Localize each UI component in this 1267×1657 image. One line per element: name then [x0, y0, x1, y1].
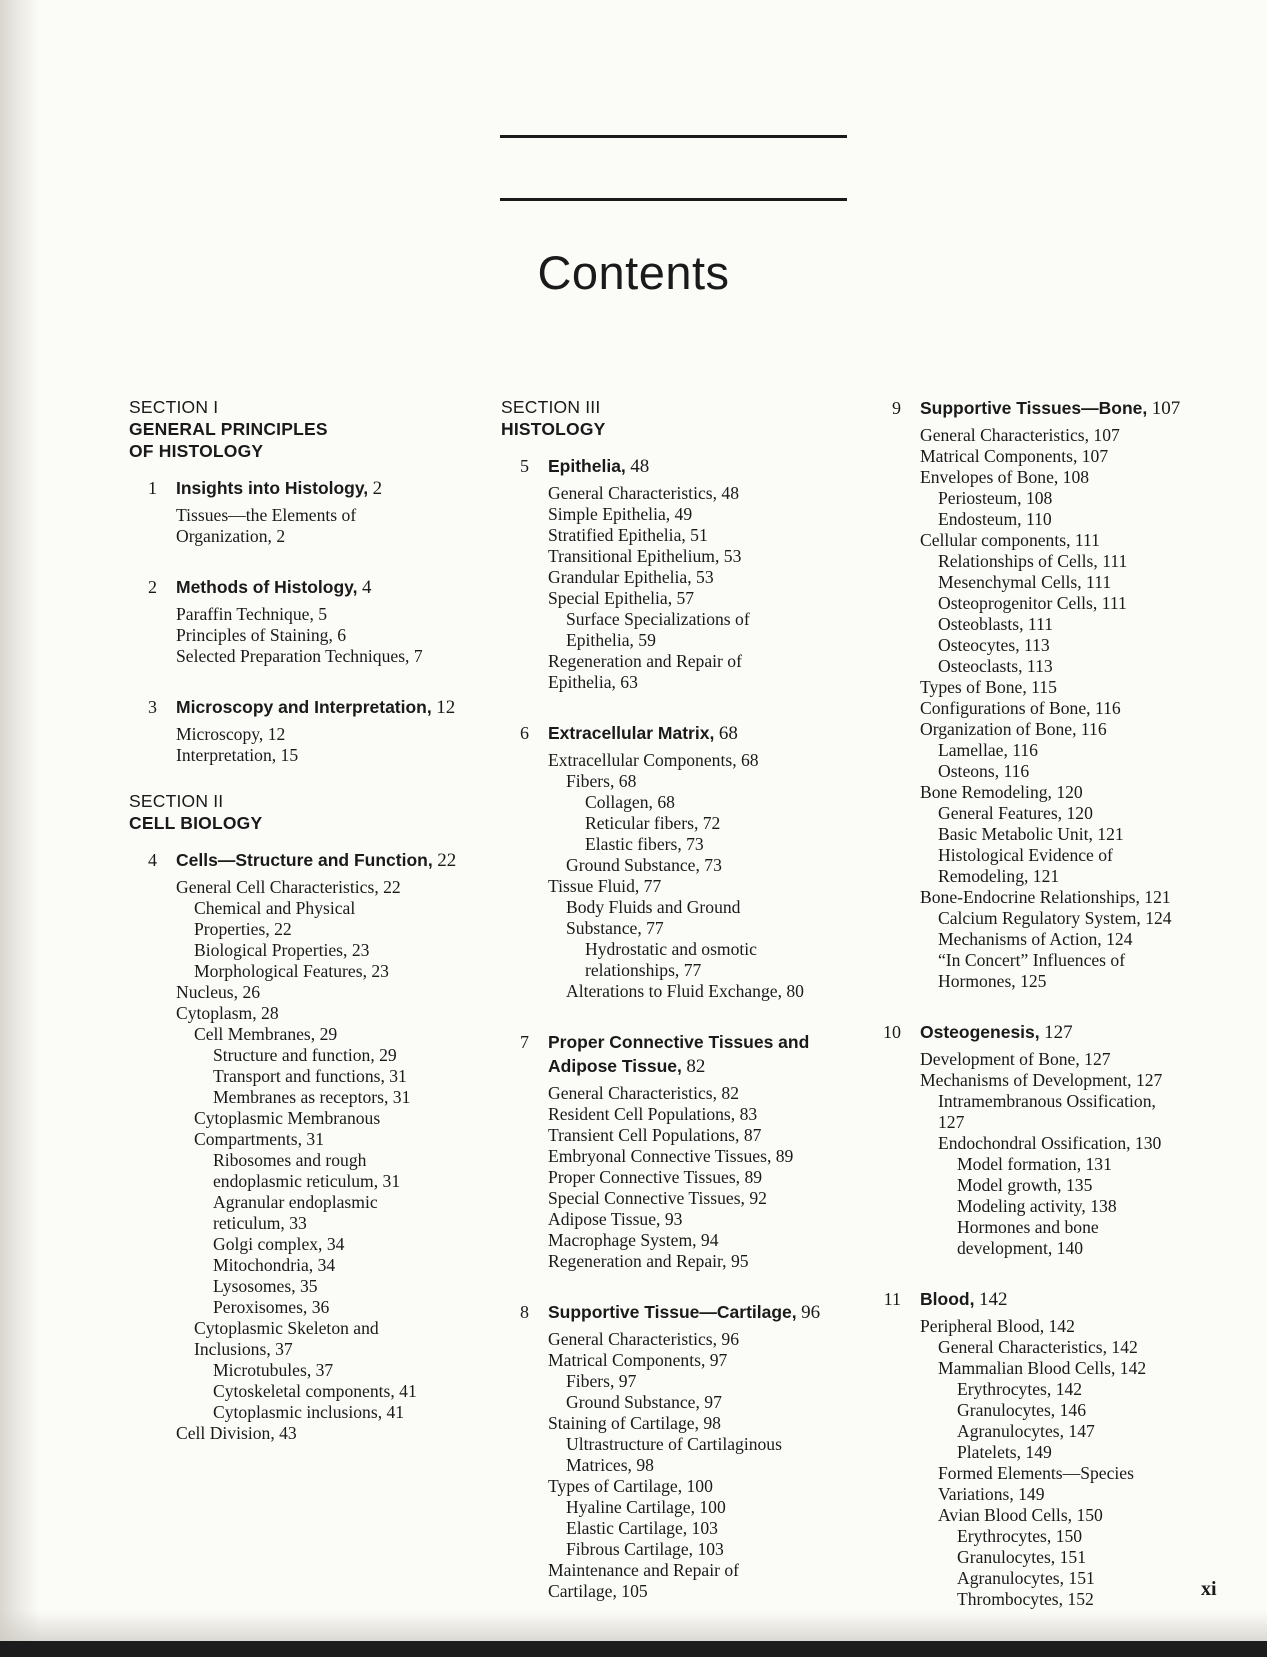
toc-entry: Types of Cartilage, 100: [548, 1476, 713, 1496]
toc-entry: Transitional Epithelium, 53: [548, 546, 742, 566]
chapter-entry: [501, 1030, 861, 1272]
toc-column-2: [501, 396, 861, 1614]
toc-entry: Staining of Cartilage, 98: [548, 1413, 721, 1433]
toc-entry: Granulocytes, 146: [957, 1400, 1086, 1420]
toc-entry: Morphological Features, 23: [194, 961, 389, 981]
toc-entry: Osteoprogenitor Cells, 111: [938, 593, 1127, 613]
toc-entry: Mitochondria, 34: [213, 1255, 336, 1275]
toc-entry: Osteons, 116: [938, 761, 1030, 781]
toc-entry: Matrical Components, 107: [920, 446, 1109, 466]
toc-entry: Development of Bone, 127: [920, 1049, 1111, 1069]
toc-entry: development, 140: [957, 1238, 1084, 1258]
toc-entry: Ribosomes and rough: [213, 1150, 367, 1170]
chapter-page: 68: [718, 723, 738, 744]
toc-entry: reticulum, 33: [213, 1213, 307, 1233]
chapter-page: 12: [436, 697, 456, 718]
chapter-title: Supportive Tissue—Cartilage,: [548, 1302, 797, 1322]
toc-entry: Bone-Endocrine Relationships, 121: [920, 887, 1171, 907]
chapter-title: Extracellular Matrix,: [548, 723, 715, 743]
chapter-number: 7: [520, 1032, 529, 1052]
toc-entry: Adipose Tissue, 93: [548, 1209, 683, 1229]
toc-entry: Relationships of Cells, 111: [938, 551, 1128, 571]
chapter-entry: [129, 575, 479, 667]
toc-entry: Cytoplasmic Skeleton and: [194, 1318, 379, 1338]
toc-entry: Matrical Components, 97: [548, 1350, 728, 1370]
toc-entry: Surface Specializations of: [566, 609, 750, 629]
chapter-page: 107: [1151, 398, 1181, 419]
toc-entry: Ground Substance, 97: [566, 1392, 722, 1412]
chapter-title: Supportive Tissues—Bone,: [920, 398, 1148, 418]
chapter-title: Epithelia,: [548, 456, 626, 476]
toc-entry: Osteoblasts, 111: [938, 614, 1054, 634]
chapter-entry: [873, 396, 1218, 992]
toc-entry: Special Epithelia, 57: [548, 588, 695, 608]
toc-entry: Model growth, 135: [957, 1175, 1093, 1195]
chapter-number: 3: [148, 697, 157, 717]
section-heading: [129, 396, 479, 462]
toc-entry: Ground Substance, 73: [566, 855, 722, 875]
toc-entry: Matrices, 98: [566, 1455, 654, 1475]
toc-entry: endoplasmic reticulum, 31: [213, 1171, 401, 1191]
toc-entry: Agranulocytes, 147: [957, 1421, 1095, 1441]
toc-entry: Extracellular Components, 68: [548, 750, 759, 770]
chapter-number: 2: [148, 577, 157, 597]
toc-entry: Transient Cell Populations, 87: [548, 1125, 762, 1145]
chapter-heading: [548, 454, 861, 479]
toc-entry: Alterations to Fluid Exchange, 80: [566, 981, 804, 1001]
toc-entry: Cytoplasm, 28: [176, 1003, 279, 1023]
toc-entry: Organization, 2: [176, 526, 286, 546]
toc-entry: Stratified Epithelia, 51: [548, 525, 708, 545]
toc-entry: Erythrocytes, 142: [957, 1379, 1083, 1399]
toc-entry: Mesenchymal Cells, 111: [938, 572, 1112, 592]
toc-entry: Tissues—the Elements of: [176, 505, 357, 525]
toc-entry: Peroxisomes, 36: [213, 1297, 330, 1317]
toc-entry: Proper Connective Tissues, 89: [548, 1167, 763, 1187]
section-heading: [129, 790, 479, 834]
toc-entry: Nucleus, 26: [176, 982, 261, 1002]
toc-entry: General Characteristics, 82: [548, 1083, 740, 1103]
toc-entry: Basic Metabolic Unit, 121: [938, 824, 1124, 844]
toc-entry: Elastic fibers, 73: [585, 834, 704, 854]
toc-entry: Selected Preparation Techniques, 7: [176, 646, 423, 666]
toc-entry: Fibrous Cartilage, 103: [566, 1539, 724, 1559]
toc-entry: Elastic Cartilage, 103: [566, 1518, 718, 1538]
toc-entry: Cartilage, 105: [548, 1581, 648, 1601]
section-label: SECTION III: [501, 397, 601, 417]
toc-entry: Configurations of Bone, 116: [920, 698, 1121, 718]
toc-entry: Reticular fibers, 72: [585, 813, 721, 833]
chapter-number: 11: [883, 1289, 901, 1309]
scan-bottom-edge: [0, 1641, 1267, 1657]
toc-entry: Inclusions, 37: [194, 1339, 293, 1359]
title-rule-top: [500, 135, 847, 138]
chapter-heading: [548, 1300, 861, 1325]
toc-entry: Thrombocytes, 152: [957, 1589, 1094, 1609]
toc-entry: Substance, 77: [566, 918, 664, 938]
toc-entry: Endochondral Ossification, 130: [938, 1133, 1162, 1153]
page-title: Contents: [537, 246, 730, 299]
toc-entry: Lysosomes, 35: [213, 1276, 318, 1296]
chapter-page: 127: [1044, 1022, 1073, 1043]
chapter-heading: [548, 1030, 861, 1079]
chapter-heading: [176, 476, 479, 501]
toc-entry: Special Connective Tissues, 92: [548, 1188, 767, 1208]
chapter-number: 5: [520, 456, 529, 476]
toc-entry: Compartments, 31: [194, 1129, 324, 1149]
toc-entry: Modeling activity, 138: [957, 1196, 1117, 1216]
chapter-page: 96: [801, 1302, 821, 1323]
toc-entry: Cell Membranes, 29: [194, 1024, 338, 1044]
chapter-page: 82: [686, 1056, 706, 1077]
toc-entry: Formed Elements—Species: [938, 1463, 1134, 1483]
toc-entry: Hormones, 125: [938, 971, 1047, 991]
toc-entry: Cytoplasmic Membranous: [194, 1108, 381, 1128]
chapter-number: 10: [883, 1022, 901, 1042]
chapter-number: 8: [520, 1302, 529, 1322]
chapter-heading: [920, 1020, 1218, 1045]
section-label: SECTION II: [129, 791, 224, 811]
chapter-entry: [501, 721, 861, 1002]
chapter-title: Insights into Histology,: [176, 478, 369, 498]
toc-entry: 127: [938, 1112, 965, 1132]
chapter-title: Proper Connective Tissues and Adipose Tissue,: [548, 1032, 810, 1076]
chapter-heading: [548, 721, 861, 746]
toc-entry: Cytoskeletal components, 41: [213, 1381, 417, 1401]
toc-entry: Body Fluids and Ground: [566, 897, 741, 917]
toc-entry: Osteocytes, 113: [938, 635, 1050, 655]
chapter-entry: [129, 695, 479, 766]
toc-entry: Hydrostatic and osmotic: [585, 939, 757, 959]
toc-entry: Maintenance and Repair of: [548, 1560, 740, 1580]
toc-entry: Properties, 22: [194, 919, 292, 939]
section-heading: [501, 396, 861, 440]
chapter-heading: [176, 695, 479, 720]
toc-entry: Fibers, 97: [566, 1371, 637, 1391]
toc-entry: Transport and functions, 31: [213, 1066, 407, 1086]
toc-entry: Histological Evidence of: [938, 845, 1113, 865]
chapter-page: 22: [437, 850, 457, 871]
chapter-entry: [129, 848, 479, 1444]
toc-entry: “In Concert” Influences of: [938, 950, 1126, 970]
chapter-entry: [501, 454, 861, 693]
toc-entry: Paraffin Technique, 5: [176, 604, 328, 624]
section-label: SECTION I: [129, 397, 219, 417]
section-title-line: OF HISTOLOGY: [129, 441, 264, 461]
toc-entry: General Characteristics, 107: [920, 425, 1120, 445]
toc-entry: Envelopes of Bone, 108: [920, 467, 1090, 487]
toc-entry: Simple Epithelia, 49: [548, 504, 693, 524]
chapter-number: 1: [148, 478, 157, 498]
section-title-line: HISTOLOGY: [501, 419, 606, 439]
chapter-page: 4: [361, 577, 372, 598]
chapter-entry: [873, 1020, 1218, 1259]
chapter-heading: [920, 396, 1218, 421]
toc-entry: Chemical and Physical: [194, 898, 356, 918]
toc-entry: Mammalian Blood Cells, 142: [938, 1358, 1147, 1378]
toc-entry: Avian Blood Cells, 150: [938, 1505, 1103, 1525]
chapter-number: 9: [892, 398, 901, 418]
toc-entry: Hormones and bone: [957, 1217, 1099, 1237]
toc-entry: Variations, 149: [938, 1484, 1045, 1504]
toc-entry: Agranular endoplasmic: [213, 1192, 378, 1212]
section-title-line: GENERAL PRINCIPLES: [129, 419, 328, 439]
toc-entry: Platelets, 149: [957, 1442, 1052, 1462]
toc-entry: Epithelia, 59: [566, 630, 656, 650]
toc-entry: Regeneration and Repair of: [548, 651, 742, 671]
toc-entry: Principles of Staining, 6: [176, 625, 347, 645]
chapter-page: 2: [372, 478, 383, 499]
toc-entry: Mechanisms of Development, 127: [920, 1070, 1163, 1090]
toc-entry: Cellular components, 111: [920, 530, 1100, 550]
toc-entry: General Characteristics, 48: [548, 483, 740, 503]
toc-entry: Intramembranous Ossification,: [938, 1091, 1156, 1111]
toc-entry: General Features, 120: [938, 803, 1093, 823]
chapter-heading: [920, 1287, 1218, 1312]
toc-entry: Microscopy, 12: [176, 724, 286, 744]
toc-entry: Structure and function, 29: [213, 1045, 397, 1065]
toc-entry: Mechanisms of Action, 124: [938, 929, 1133, 949]
toc-entry: Resident Cell Populations, 83: [548, 1104, 758, 1124]
chapter-entry: [873, 1287, 1218, 1610]
toc-entry: General Characteristics, 96: [548, 1329, 740, 1349]
toc-entry: Embryonal Connective Tissues, 89: [548, 1146, 794, 1166]
toc-entry: General Characteristics, 142: [938, 1337, 1138, 1357]
toc-entry: Erythrocytes, 150: [957, 1526, 1083, 1546]
chapter-title: Microscopy and Interpretation,: [176, 697, 432, 717]
toc-entry: relationships, 77: [585, 960, 702, 980]
toc-entry: Agranulocytes, 151: [957, 1568, 1095, 1588]
toc-entry: Fibers, 68: [566, 771, 637, 791]
toc-entry: Bone Remodeling, 120: [920, 782, 1083, 802]
toc-entry: Cell Division, 43: [176, 1423, 297, 1443]
page-number: xi: [1201, 1578, 1217, 1600]
toc-entry: Model formation, 131: [957, 1154, 1112, 1174]
toc-entry: Regeneration and Repair, 95: [548, 1251, 749, 1271]
toc-entry: Hyaline Cartilage, 100: [566, 1497, 726, 1517]
toc-entry: Microtubules, 37: [213, 1360, 334, 1380]
toc-entry: Periosteum, 108: [938, 488, 1053, 508]
toc-column-1: [129, 396, 479, 1456]
toc-entry: Biological Properties, 23: [194, 940, 370, 960]
toc-entry: Cytoplasmic inclusions, 41: [213, 1402, 405, 1422]
toc-entry: Remodeling, 121: [938, 866, 1060, 886]
chapter-title: Blood,: [920, 1289, 975, 1309]
toc-entry: Lamellae, 116: [938, 740, 1038, 760]
chapter-number: 4: [148, 850, 157, 870]
toc-entry: Types of Bone, 115: [920, 677, 1057, 697]
chapter-entry: [129, 476, 479, 547]
toc-entry: Granulocytes, 151: [957, 1547, 1086, 1567]
toc-entry: Macrophage System, 94: [548, 1230, 719, 1250]
toc-entry: Organization of Bone, 116: [920, 719, 1107, 739]
chapter-page: 142: [978, 1289, 1008, 1310]
toc-column-3: [873, 396, 1218, 1622]
chapter-title: Osteogenesis,: [920, 1022, 1040, 1042]
title-rule-bottom: [500, 198, 847, 201]
toc-entry: General Cell Characteristics, 22: [176, 877, 401, 897]
toc-entry: Membranes as receptors, 31: [213, 1087, 411, 1107]
section-title-line: CELL BIOLOGY: [129, 813, 263, 833]
chapter-title: Methods of Histology,: [176, 577, 358, 597]
chapter-title: Cells—Structure and Function,: [176, 850, 433, 870]
toc-entry: Osteoclasts, 113: [938, 656, 1053, 676]
chapter-number: 6: [520, 723, 529, 743]
toc-entry: Tissue Fluid, 77: [548, 876, 662, 896]
toc-entry: Grandular Epithelia, 53: [548, 567, 714, 587]
toc-entry: Interpretation, 15: [176, 745, 299, 765]
toc-entry: Collagen, 68: [585, 792, 675, 812]
toc-entry: Golgi complex, 34: [213, 1234, 345, 1254]
chapter-page: 48: [630, 456, 650, 477]
chapter-heading: [176, 575, 479, 600]
toc-entry: Epithelia, 63: [548, 672, 638, 692]
chapter-heading: [176, 848, 479, 873]
toc-entry: Ultrastructure of Cartilaginous: [566, 1434, 782, 1454]
toc-entry: Calcium Regulatory System, 124: [938, 908, 1172, 928]
chapter-entry: [501, 1300, 861, 1602]
toc-entry: Endosteum, 110: [938, 509, 1052, 529]
toc-entry: Peripheral Blood, 142: [920, 1316, 1075, 1336]
